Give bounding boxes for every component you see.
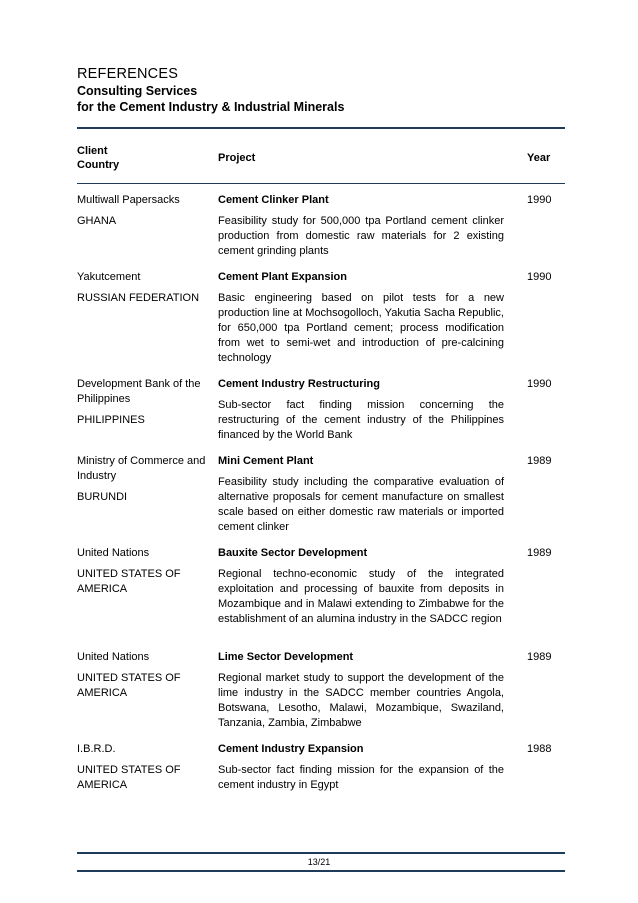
client-cell xyxy=(77,454,218,546)
project-title: Cement Industry Restructuring xyxy=(218,378,380,390)
project-year: 1988 xyxy=(527,743,552,755)
column-header-year: Year xyxy=(527,152,551,164)
project-cell xyxy=(218,270,504,377)
project-title: Cement Industry Expansion xyxy=(218,743,364,755)
project-description: Sub-sector fact finding mission for the expansion of the cement industry in Egypt xyxy=(218,764,504,791)
footer-divider-top xyxy=(77,852,565,854)
footer-divider-bottom xyxy=(77,870,565,872)
column-header-project: Project xyxy=(218,152,256,164)
project-description: Basic engineering based on pilot tests for a new production line at Mochsogolloch, Yakutia Sacha Republic, for 650,000 tpa Portland cement; process modification from wet to semi-wet and introduction of pre-calcining technology xyxy=(218,292,504,364)
project-description: Sub-sector fact finding mission concerning the restructuring of the cement industry of the Philippines financed by the World Bank xyxy=(218,399,504,441)
client-name: United Nations xyxy=(77,651,150,663)
client-country: BURUNDI xyxy=(77,491,128,503)
project-year: 1990 xyxy=(527,378,552,390)
project-title: Cement Clinker Plant xyxy=(218,194,329,206)
page-subtitle-line1: Consulting Services xyxy=(77,84,198,98)
column-header-country-label: Country xyxy=(77,159,120,171)
references-table xyxy=(77,193,565,802)
client-country: UNITED STATES OF AMERICA xyxy=(77,672,181,699)
client-cell xyxy=(77,546,218,650)
table-row xyxy=(77,193,565,270)
project-year: 1990 xyxy=(527,194,552,206)
client-name: Yakutcement xyxy=(77,271,141,283)
project-cell xyxy=(218,193,504,270)
table-row xyxy=(77,742,565,802)
client-cell xyxy=(77,650,218,742)
client-name: United Nations xyxy=(77,547,150,559)
table-row xyxy=(77,650,565,742)
client-name: Ministry of Commerce and Industry xyxy=(77,455,206,482)
client-cell xyxy=(77,270,218,377)
client-name: Multiwall Papersacks xyxy=(77,194,180,206)
page-subtitle-line2: for the Cement Industry & Industrial Minerals xyxy=(77,100,345,114)
project-title: Bauxite Sector Development xyxy=(218,547,368,559)
table-row xyxy=(77,454,565,546)
client-country: GHANA xyxy=(77,215,117,227)
client-country: UNITED STATES OF AMERICA xyxy=(77,764,181,791)
project-title: Cement Plant Expansion xyxy=(218,271,347,283)
column-header-client xyxy=(77,144,119,172)
header-divider xyxy=(77,127,565,129)
client-country: RUSSIAN FEDERATION xyxy=(77,292,200,304)
project-description: Feasibility study for 500,000 tpa Portland cement clinker production from domestic raw materials for 2 existing cement grinding plants xyxy=(218,215,504,257)
project-cell xyxy=(218,650,504,742)
client-cell xyxy=(77,742,218,802)
project-cell xyxy=(218,742,504,802)
table-row xyxy=(77,270,565,377)
project-title: Lime Sector Development xyxy=(218,651,354,663)
client-name: Development Bank of the Philippines xyxy=(77,378,201,405)
project-year: 1989 xyxy=(527,651,552,663)
project-title: Mini Cement Plant xyxy=(218,455,314,467)
project-description: Feasibility study including the comparative evaluation of alternative proposals for cement manufacture on smallest scale based on either domestic raw materials or imported cement clinker xyxy=(218,476,504,533)
client-cell xyxy=(77,193,218,270)
project-cell xyxy=(218,377,504,454)
project-year: 1990 xyxy=(527,271,552,283)
client-cell xyxy=(77,377,218,454)
table-row xyxy=(77,546,565,650)
project-cell xyxy=(218,546,504,650)
page-header xyxy=(77,65,567,115)
client-country: UNITED STATES OF AMERICA xyxy=(77,568,181,595)
table-row xyxy=(77,377,565,454)
project-year: 1989 xyxy=(527,547,552,559)
column-header-client-label: Client xyxy=(77,145,108,157)
client-country: PHILIPPINES xyxy=(77,414,145,426)
project-description: Regional market study to support the development of the lime industry in the SADCC member countries Angola, Botswana, Lesotho, Malawi, Mozambique, Swaziland, Tanzania, Zambia, Zimbabwe xyxy=(218,672,504,729)
project-year: 1989 xyxy=(527,455,552,467)
project-description: Regional techno-economic study of the integrated exploitation and processing of bauxite from deposits in Mozambique and in Malawi extending to Zimbabwe for the establishment of an alumina industry in the SADCC region xyxy=(218,568,504,625)
table-header-divider xyxy=(77,183,565,184)
client-name: I.B.R.D. xyxy=(77,743,116,755)
page-number: 13/21 xyxy=(307,857,331,867)
project-cell xyxy=(218,454,504,546)
page-title: REFERENCES xyxy=(77,66,179,82)
